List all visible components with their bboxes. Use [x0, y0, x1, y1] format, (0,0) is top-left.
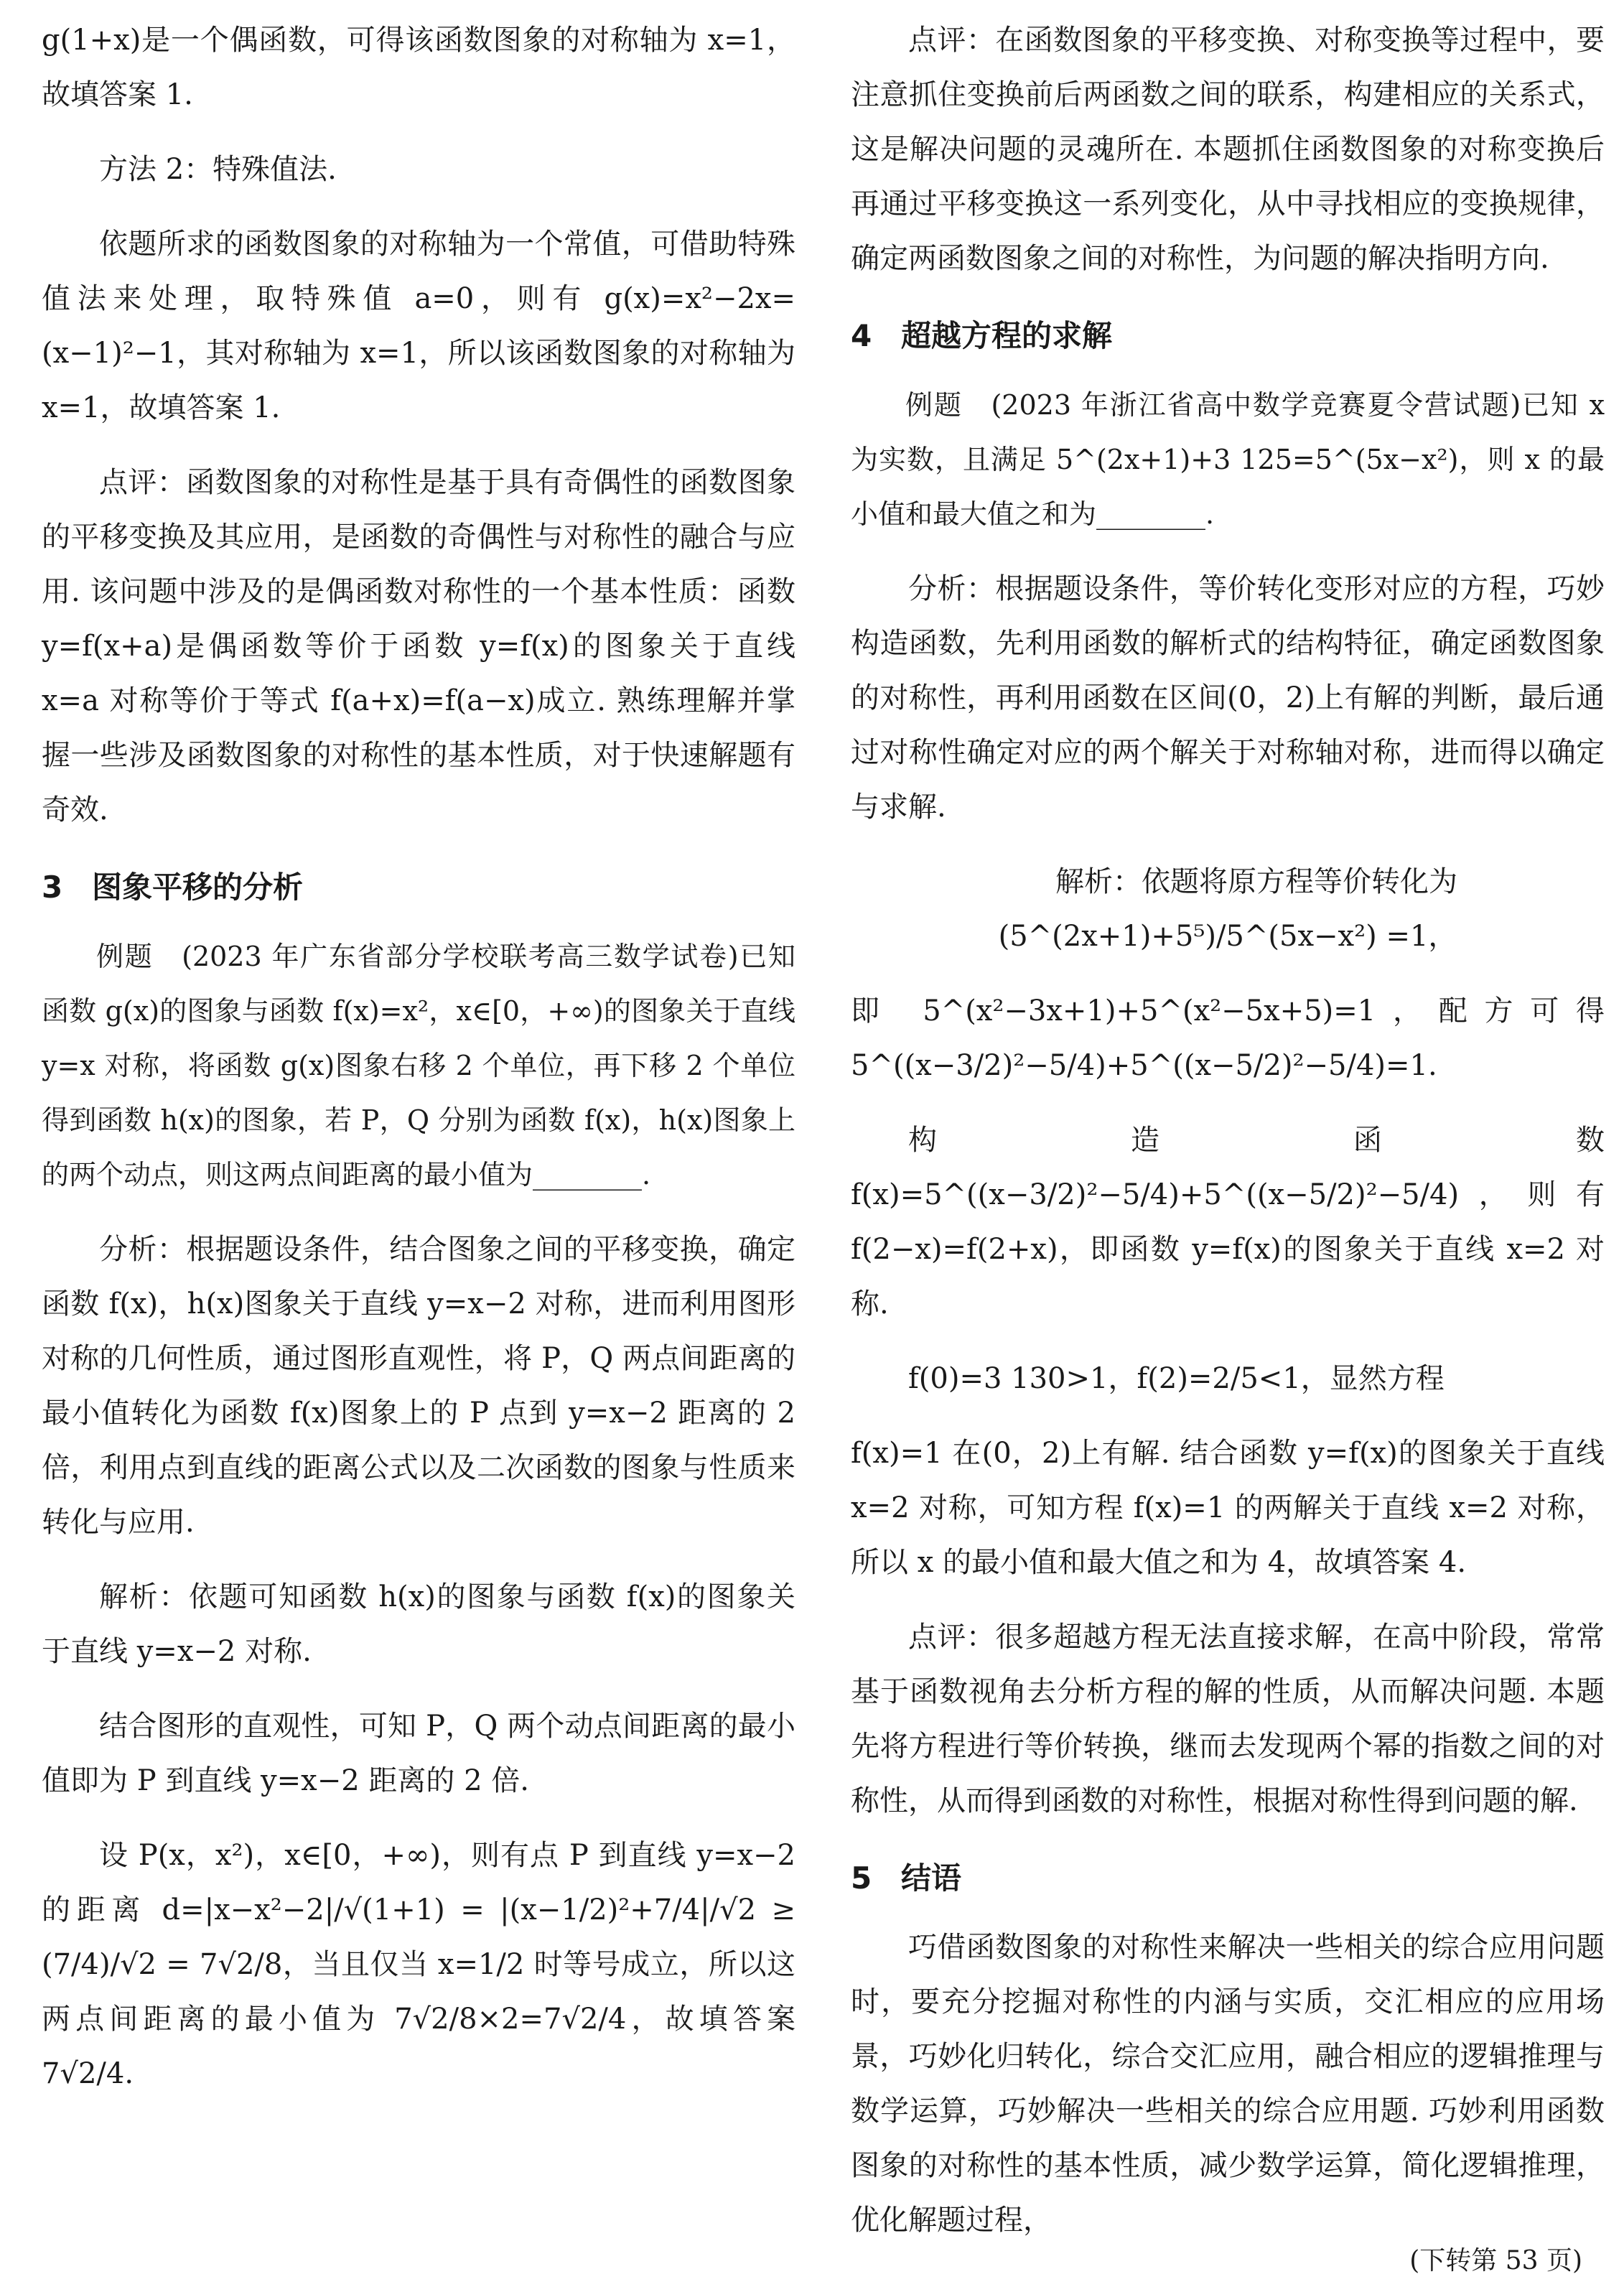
section-5-number: 5: [851, 1860, 872, 1896]
solution-4-paragraph-2: 即 5^(x²−3x+1)+5^(x²−5x+5)=1，配方可得 5^((x−3/2)²−5/4)+5^((x−5/2)²−5/4)=1.: [851, 994, 1605, 1082]
analysis-3-paragraph: 分析：根据题设条件，结合图象之间的平移变换，确定函数 f(x)，h(x)图象关于直线 y=x−2 对称，进而利用图形对称的几何性质，通过图形直观性，将 P，Q 两点间距离的最小值转化为函数 f(x)图象上的 P 点到 y=x−2 距离的 2 倍，利用点到直线的距离公式以及二次函数的图象与性质来转化与应用.: [42, 1233, 795, 1539]
comment-paragraph-3: 点评：很多超越方程无法直接求解，在高中阶段，常常基于函数视角去分析方程的解的性质，从而解决问题. 本题先将方程进行等价转换，继而去发现两个幂的指数之间的对称性，从而得到函数的对称性，根据对称性得到问题的解.: [851, 1621, 1605, 1817]
comment-paragraph-1: 点评：函数图象的对称性是基于具有奇偶性的函数图象的平移变换及其应用，是函数的奇偶性与对称性的融合与应用. 该问题中涉及的是偶函数对称性的一个基本性质：函数 y=f(x+a)是偶函数等价于函数 y=f(x)的图象关于直线 x=a 对称等价于等式 f(a+x)=f(a−x)成立. 熟练理解并掌握一些涉及函数图象的对称性的基本性质，对于快速解题有奇效.: [42, 466, 795, 826]
section-4-number: 4: [851, 318, 872, 353]
section-5-heading: [851, 1857, 1605, 1900]
solution-4-paragraph-4: f(0)=3 130>1，f(2)=2/5<1，显然方程: [908, 1362, 1445, 1395]
section-4-heading: [851, 315, 1605, 358]
section-3-number: 3: [42, 870, 63, 905]
example-4-paragraph: 例题 (2023 年浙江省高中数学竞赛夏令营试题)已知 x 为实数，且满足 5^(2x+1)+3 125=5^(5x−x²)，则 x 的最小值和最大值之和为________.: [851, 389, 1605, 530]
analysis-4-paragraph: 分析：根据题设条件，等价转化变形对应的方程，巧妙构造函数，先利用函数的解析式的结构特征，确定函数图象的对称性，再利用函数在区间(0，2)上有解的判断，最后通过对称性确定对应的两个解关于对称轴对称，进而得以确定与求解.: [851, 572, 1605, 824]
solution-3-paragraph-1: 解析：依题可知函数 h(x)的图象与函数 f(x)的图象关于直线 y=x−2 对称.: [42, 1580, 795, 1668]
solution-4-paragraph-3: 构造函数 f(x)=5^((x−3/2)²−5/4)+5^((x−5/2)²−5/4)，则有 f(2−x)=f(2+x)，即函数 y=f(x)的图象关于直线 x=2 对称.: [851, 1124, 1605, 1320]
example-3-paragraph: 例题 (2023 年广东省部分学校联考高三数学试卷)已知函数 g(x)的图象与函数 f(x)=x²，x∈[0，+∞)的图象关于直线 y=x 对称，将函数 g(x)图象右移 2 个单位，再下移 2 个单位得到函数 h(x)的图象，若 P，Q 分别为函数 f(x)，h(x)图象上的两个动点，则这两点间距离的最小值为________.: [42, 941, 795, 1191]
section-3-heading: [42, 866, 795, 909]
left-paragraph-1: g(1+x)是一个偶函数，可得该函数图象的对称轴为 x=1，故填答案 1.: [42, 24, 795, 111]
method-2-heading: 方法 2：特殊值法.: [99, 153, 337, 186]
solution-3-paragraph-3: 设 P(x，x²)，x∈[0，+∞)，则有点 P 到直线 y=x−2 的距离 d=|x−x²−2|/√(1+1) = |(x−1/2)²+7/4|/√2 ≥ (7/4)/√2 = 7√2/8，当且仅当 x=1/2 时等号成立，所以这两点间距离的最小值为 7√2/8×2=7√2/4，故填答案 7√2/4.: [42, 1839, 795, 2090]
comment-paragraph-2: 点评：在函数图象的平移变换、对称变换等过程中，要注意抓住变换前后两函数之间的联系，构建相应的关系式，这是解决问题的灵魂所在. 本题抓住函数图象的对称变换后再通过平移变换这一系列变化，从中寻找相应的变换规律，确定两函数图象之间的对称性，为问题的解决指明方向.: [851, 24, 1605, 275]
solution-3-paragraph-2: 结合图形的直观性，可知 P，Q 两个动点间距离的最小值即为 P 到直线 y=x−2 距离的 2 倍.: [42, 1710, 795, 1797]
right-column: [851, 13, 1605, 2268]
section-5-title: 结语: [901, 1860, 962, 1896]
conclusion-paragraph: 巧借函数图象的对称性来解决一些相关的综合应用问题时，要充分挖掘对称性的内涵与实质，交汇相应的应用场景，巧妙化归转化，综合交汇应用，融合相应的逻辑推理与数学运算，巧妙解决一些相关的综合应用题. 巧妙利用函数图象的对称性的基本性质，减少数学运算，简化逻辑推理，优化解题过程，: [851, 1931, 1605, 2237]
section-3-title: 图象平移的分析: [92, 870, 304, 905]
section-4-title: 超越方程的求解: [901, 318, 1113, 353]
solution-4-paragraph-5: f(x)=1 在(0，2)上有解. 结合函数 y=f(x)的图象关于直线 x=2 对称，可知方程 f(x)=1 的两解关于直线 x=2 对称，所以 x 的最小值和最大值之和为 4，故填答案 4.: [851, 1437, 1605, 1579]
solution-4-paragraph-1: 解析：依题将原方程等价转化为 (5^(2x+1)+5⁵)/5^(5x−x²) =1，: [998, 865, 1457, 953]
left-paragraph-3: 依题所求的函数图象的对称轴为一个常值，可借助特殊值法来处理，取特殊值 a=0，则有 g(x)=x²−2x=(x−1)²−1，其对称轴为 x=1，所以该函数图象的对称轴为 x=1，故填答案 1.: [42, 228, 795, 424]
left-column: [42, 13, 795, 2121]
continued-on-page-note: (下转第 53 页): [1409, 2246, 1582, 2275]
